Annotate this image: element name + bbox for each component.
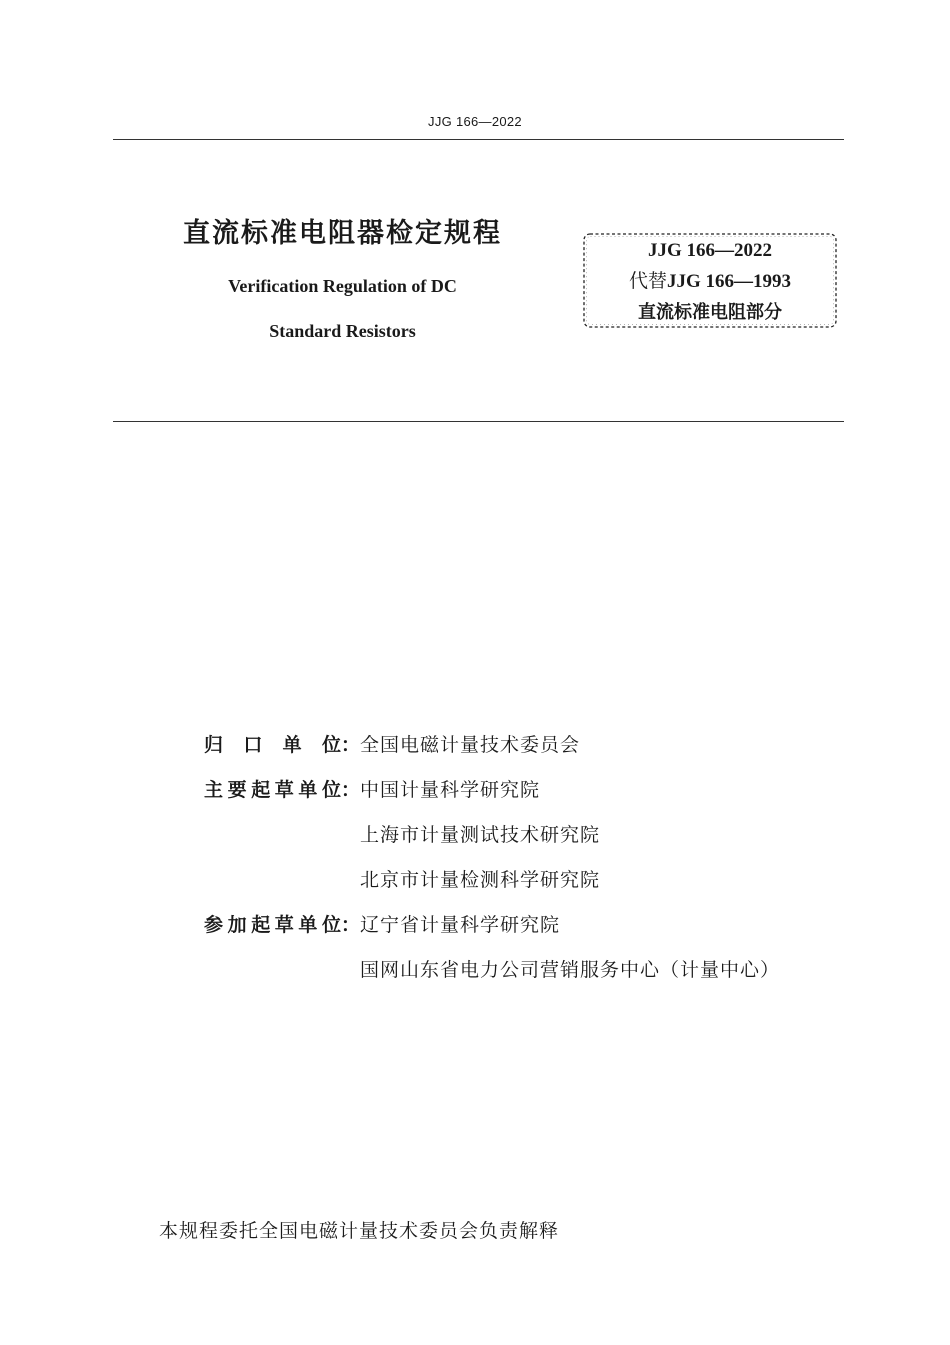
drafting-unit-name: 全国电磁计量技术委员会 <box>360 734 581 756</box>
title-english <box>140 264 545 354</box>
running-header-code: JJG 166—2022 <box>428 114 522 129</box>
replaced-code: JJG 166—1993 <box>666 271 792 292</box>
label-char: 单 <box>298 914 318 936</box>
drafting-unit-row <box>204 818 780 863</box>
replaces-line <box>582 266 838 297</box>
drafting-unit-name: 北京市计量检测科学研究院 <box>360 869 601 891</box>
label-char: 归 <box>204 734 224 756</box>
drafting-unit-label <box>204 728 360 762</box>
title-chinese: 直流标准电阻器检定规程 <box>183 218 502 249</box>
label-char: 单 <box>282 734 302 756</box>
label-char: 草 <box>274 914 294 936</box>
title-block <box>140 212 545 354</box>
label-char: 起 <box>251 779 271 801</box>
label-char: 主 <box>204 779 224 801</box>
label-colon: ： <box>341 779 361 801</box>
drafting-unit-row <box>204 953 780 998</box>
label-char: 位 <box>321 779 341 801</box>
replaced-part: 直流标准电阻部分 <box>638 302 782 323</box>
drafting-unit-label <box>204 908 360 942</box>
drafting-unit-name: 中国计量科学研究院 <box>360 779 541 801</box>
label-colon: ： <box>341 734 361 756</box>
replaces-prefix: 代替 <box>628 270 667 292</box>
drafting-unit-name: 国网山东省电力公司营销服务中心（计量中心） <box>360 959 781 981</box>
drafting-unit-label <box>204 773 360 807</box>
label-char: 位 <box>321 734 341 756</box>
label-colon: ： <box>341 914 361 936</box>
label-char: 要 <box>227 779 247 801</box>
header-rule <box>113 139 844 140</box>
interpretation-note: 本规程委托全国电磁计量技术委员会负责解释 <box>159 1220 560 1242</box>
label-char: 单 <box>298 779 318 801</box>
drafting-unit-row <box>204 908 780 953</box>
label-char: 起 <box>251 914 271 936</box>
drafting-unit-row <box>204 728 780 773</box>
label-char: 位 <box>321 914 341 936</box>
title-rule <box>113 421 844 422</box>
drafting-unit-name: 辽宁省计量科学研究院 <box>360 914 561 936</box>
regulation-code: JJG 166—2022 <box>647 240 773 261</box>
drafting-unit-row <box>204 773 780 818</box>
title-english-line-1: Verification Regulation of DC <box>228 276 457 296</box>
label-char: 加 <box>227 914 247 936</box>
drafting-unit-row <box>204 863 780 908</box>
label-char: 口 <box>243 734 263 756</box>
label-char: 参 <box>204 914 224 936</box>
drafting-units <box>204 728 780 998</box>
drafting-unit-name: 上海市计量测试技术研究院 <box>360 824 601 846</box>
label-char: 草 <box>274 779 294 801</box>
title-english-line-2: Standard Resistors <box>269 321 416 341</box>
regulation-code-box <box>582 232 838 329</box>
